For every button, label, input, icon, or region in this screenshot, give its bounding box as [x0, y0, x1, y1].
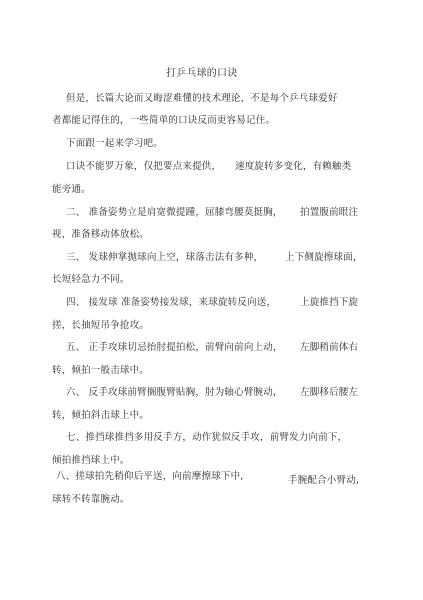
section-2-line-1: 二、 准备姿势立是肩宽微提踵，屈膝弯腰莫挺胸，: [66, 207, 283, 218]
section-8-line-1-right: 手腕配合小臂动,: [288, 475, 360, 486]
summary-part-2: 速度旋转多变化，有赖触类: [235, 161, 352, 172]
summary-line-2: 能旁通。: [52, 184, 91, 195]
section-3-line-2: 长短轻急力不同。: [52, 274, 130, 285]
summary-part-1: 口诀不能罗万象，仅把要点来提供，: [66, 161, 222, 172]
section-2-line-2: 视，准备移动体放松。: [52, 229, 150, 240]
section-8-line-1: 八、搓球拍先稍仰后平送，向前摩擦球下中,: [56, 471, 244, 482]
section-3-line-1: 三、 发球伸掌抛球向上空，球落击法有多种，: [66, 252, 264, 263]
intro-line-1: 但是，长篇大论而又晦涩难懂的技术理论，不是每个乒乓球爱好: [66, 93, 338, 104]
section-5-line-1: 五、 正手攻球切忌抬肘提拍松，前臂向前向上动，: [66, 342, 283, 353]
intro-line-2: 者都能记得住的，一些简单的口诀反而更容易记住。: [52, 115, 276, 126]
section-5-line-2: 转，倾拍一般击球中。: [52, 365, 150, 376]
section-3-line-1-right: 上下侧旋擦球面，: [285, 252, 363, 263]
intro-line-3: 下面跟一起来学习吧。: [66, 138, 164, 149]
section-5-line-1-right: 左脚稍前体右: [300, 342, 359, 353]
section-6-line-2: 转，倾拍斜击球上中。: [52, 410, 150, 421]
section-4-line-2: 搓，长抽短吊争抢攻。: [52, 320, 150, 331]
section-6-line-1: 六、 反手攻球前臂搁腹臂贴胸，肘为轴心臂腕动，: [66, 387, 283, 398]
section-7-line-2: 倾拍推挡球上中。: [52, 455, 130, 466]
section-8-line-2: 球转不转靠腕动。: [52, 494, 130, 505]
document-title: 打乒乓球的口诀: [166, 68, 238, 79]
section-7-line-1: 七、推挡球推挡多用反手方，动作犹似反手攻，前臂发力向前下，: [66, 432, 348, 443]
section-4-line-1-right: 上旋推挡下旋: [300, 297, 359, 308]
section-4-line-1: 四、 接发球 准备姿势接发球，来球旋转反向送，: [66, 297, 277, 308]
section-6-line-1-right: 左脚移后腰左: [300, 387, 359, 398]
section-2-line-1-right: 拍置腹前眼注: [300, 207, 359, 218]
